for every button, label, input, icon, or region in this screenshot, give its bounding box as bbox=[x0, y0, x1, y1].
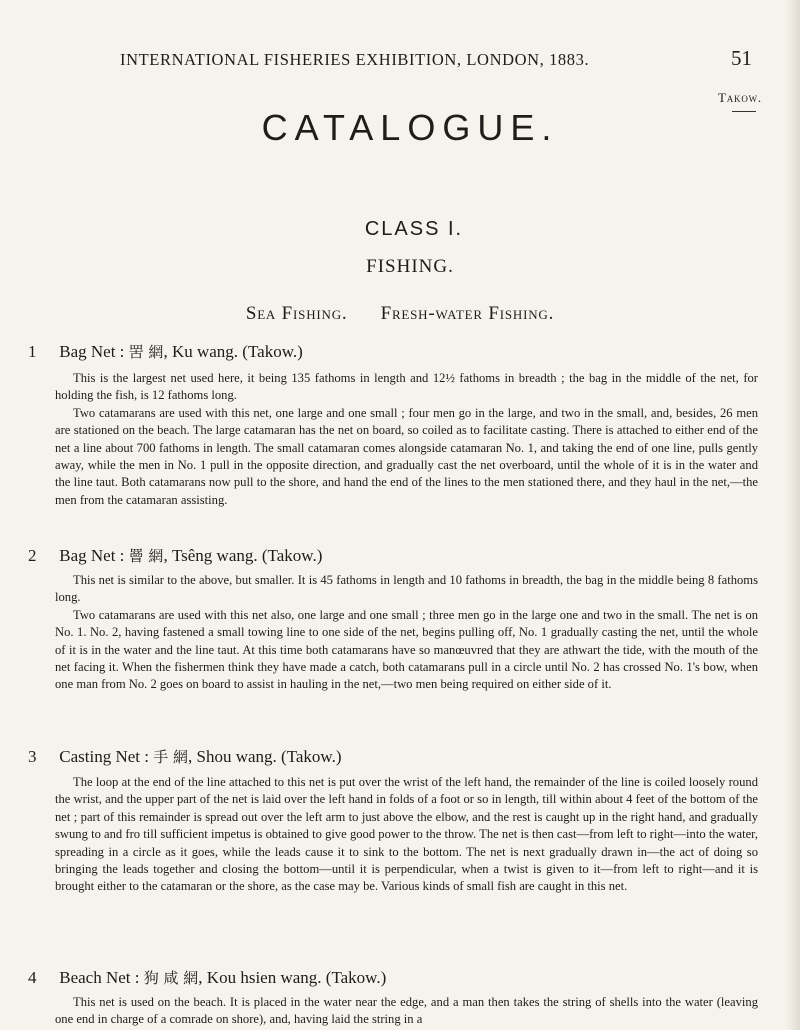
entry-4-body bbox=[55, 994, 758, 1029]
entry-romanized-name: , Kou hsien wang. (Takow.) bbox=[198, 968, 387, 987]
class-heading: CLASS I. bbox=[364, 218, 464, 240]
entry-4-title bbox=[28, 967, 386, 991]
entry-2-body bbox=[55, 572, 758, 694]
entry-romanized-name: , Tsêng wang. (Takow.) bbox=[163, 546, 323, 565]
entry-number: 2 bbox=[28, 546, 37, 565]
entry-label: Bag Net : bbox=[59, 546, 125, 565]
entry-chinese-name: 罟 網 bbox=[128, 343, 164, 361]
entry-paragraph: Two catamarans are used with this net also, one large and one small ; three men go in the large one and two in the small. The net is on No. 1. No. 2, having fastened a small towing line to one side of the net, begins pulling off, No. 1 gradually casting the net, until the whole of it is in the water and the line taut. At this time both catamarans have so manœuvred that they are athwart the tide, with the mouth of the net facing it. When the fishermen think they have made a catch, both catamarans pull in a circle until No. 2 has crossed No. 1's bow, when one man from No. 2 goes on board to assist in hauling in the net,—two men being required on either side of it. bbox=[55, 607, 758, 692]
entry-romanized-name: , Shou wang. (Takow.) bbox=[188, 747, 342, 766]
page-number: 51 bbox=[731, 46, 752, 70]
entry-paragraph: This net is similar to the above, but smaller. It is 45 fathoms in length and 10 fathoms in breadth, the bag in the middle being 8 fathoms long. bbox=[55, 573, 758, 605]
subsection-sea-fishing: Sea Fishing. bbox=[245, 303, 348, 324]
entry-chinese-name: 狗 咸 網 bbox=[143, 969, 199, 987]
catalogue-title: CATALOGUE. bbox=[261, 107, 559, 148]
entry-paragraph: The loop at the end of the line attached to this net is put over the wrist of the left hand, the remainder of the line is coiled loosely round the wrist, and the upper part of the net is laid over the left hand in folds of a foot or so in length, till within about 4 feet of the bottom of the net ; part of this remainder is spread out over the left arm to just above the elbow, and the rest is caught up in the right hand, and gradually swung to and fro till sufficient impetus is obtained to give good power to the throw. The net is then cast—from left to right—into the water, spreading in a circle as it goes, while the leads cause it to sink to the bottom. The net is next gradually drawn in—the act of doing so bringing the leads together and closing the bottom—until it is perpendicular, when a twist is given to it—from left to right—and it is brought either to the catamaran or the shore, as the case may be. Various kinds of small fish are caught in this net. bbox=[55, 775, 758, 894]
entry-paragraph: Two catamarans are used with this net, one large and one small ; four men go in the large, and two in the small, and, besides, 26 men are stationed on the beach. The large catamaran has the net on board, so coiled as to facilitate casting. There is attached to either end of the net a line about 700 fathoms in length. The small catamaran comes alongside catamaran No. 1, and taking the end of one line, pulls gently away, while the men in No. 1 pull in the opposite direction, and gradually cast the net overboard, until the whole of it is in the water and the line taut. Both catamarans now pull to the shore, and hand the end of the lines to the men stationed there, and they haul in the net,—the men from the catamaran assisting. bbox=[55, 405, 758, 507]
subject-heading: FISHING. bbox=[366, 256, 454, 277]
running-head bbox=[60, 46, 760, 80]
entry-paragraph: This net is used on the beach. It is placed in the water near the edge, and a man then takes the string of shells into the water (leaving one end in charge of a comrade on shore), and, having laid the string in a bbox=[55, 995, 758, 1027]
subsection-fresh-water-fishing: Fresh-water Fishing. bbox=[380, 303, 555, 324]
entry-chinese-name: 罾 網 bbox=[128, 547, 164, 565]
entry-chinese-name: 手 網 bbox=[153, 748, 188, 766]
entry-2-title bbox=[28, 545, 322, 569]
entry-label: Bag Net : bbox=[59, 342, 125, 361]
entry-1-body bbox=[55, 370, 758, 509]
subsection-headings bbox=[0, 303, 800, 325]
page-edge-shadow bbox=[786, 0, 800, 1030]
entry-number: 3 bbox=[28, 747, 37, 766]
entry-paragraph: This is the largest net used here, it being 135 fathoms in length and 12½ fathoms in breadth ; the bag in the middle of the net, for holding the fish, is 12 fathoms long. bbox=[55, 371, 758, 403]
entry-number: 4 bbox=[28, 968, 37, 987]
section-label: Takow. bbox=[718, 90, 762, 105]
entry-1-title bbox=[28, 341, 303, 365]
entry-3-body bbox=[55, 774, 758, 896]
running-title: INTERNATIONAL FISHERIES EXHIBITION, LONDON, 1883. bbox=[120, 50, 590, 69]
entry-label: Casting Net : bbox=[59, 747, 149, 766]
entry-romanized-name: , Ku wang. (Takow.) bbox=[163, 342, 303, 361]
entry-number: 1 bbox=[28, 342, 37, 361]
entry-3-title bbox=[28, 746, 342, 770]
entry-label: Beach Net : bbox=[59, 968, 140, 987]
